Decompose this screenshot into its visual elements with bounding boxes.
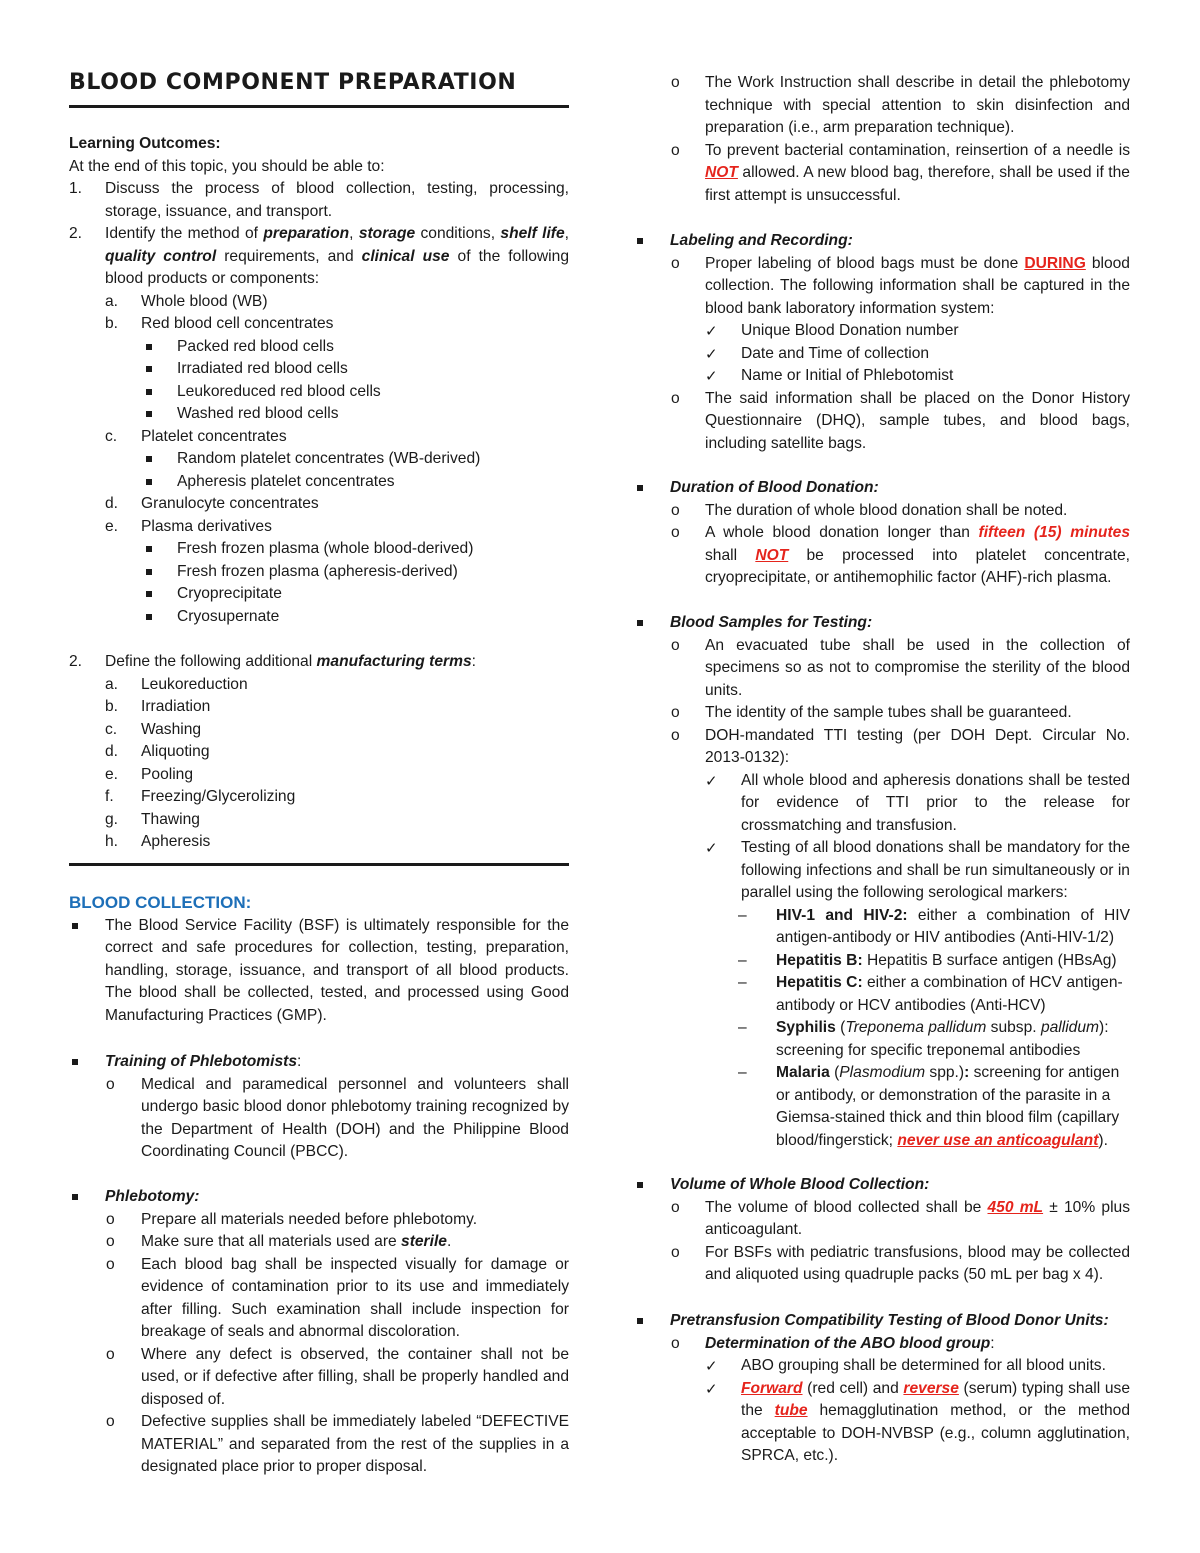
square-bullet-icon <box>72 1059 78 1065</box>
text-span: The identity of the sample tubes shall be guaranteed. <box>705 704 1072 721</box>
text-span: o <box>671 704 680 721</box>
text-span: Washing <box>141 720 202 738</box>
text-span: The volume of blood collected shall be <box>705 1198 988 1216</box>
text-span: Syphilis <box>776 1019 836 1036</box>
volume-heading <box>634 1174 1130 1197</box>
text-span: shall <box>705 546 756 564</box>
text-span: o <box>106 1255 115 1273</box>
text-span: f. <box>105 788 114 805</box>
product-item <box>69 426 569 449</box>
text-span: Date and Time of collection <box>741 344 930 362</box>
term-item <box>69 786 569 809</box>
text-span: : <box>964 1064 970 1081</box>
text-span: reverse <box>903 1379 959 1397</box>
samples-heading <box>634 612 1130 635</box>
text-span: allowed. A new blood bag, therefore, shall be used if the first attempt is unsuccessful. <box>705 164 1130 204</box>
text-span: o <box>106 1210 115 1228</box>
text-span: Irradiation <box>141 698 211 715</box>
checkmark-icon: ✓ <box>705 1379 718 1398</box>
text-span: Phlebotomy: <box>105 1188 200 1205</box>
duration-heading <box>634 477 1130 500</box>
text-span: : <box>471 653 476 670</box>
text-span: Leukoreduced red blood cells <box>177 382 381 400</box>
text-span: (red cell) and <box>802 1379 904 1397</box>
text-span: ( <box>835 1019 846 1036</box>
square-bullet-icon <box>146 479 152 485</box>
outcome-item-3 <box>69 651 569 674</box>
learning-heading: Learning Outcomes: <box>69 135 221 152</box>
text-span: tube <box>774 1402 808 1419</box>
outcome-number: 1. <box>69 180 83 197</box>
text-span: Where any defect is observed, the container shall not be used, or if defective after filling, shall be properly handled and disposed of. <box>141 1345 569 1408</box>
check-item <box>634 1355 1130 1378</box>
text-span: Determination of the ABO blood group <box>705 1334 991 1352</box>
text-span: : <box>297 1053 302 1070</box>
list-item <box>69 1254 569 1344</box>
text-span: Packed red blood cells <box>177 337 334 355</box>
term-item <box>69 696 569 719</box>
text-span: Thawing <box>141 810 200 828</box>
sub-item <box>69 381 569 404</box>
text-span: conditions, <box>415 225 501 242</box>
square-bullet-icon <box>637 1318 643 1324</box>
sub-item <box>69 336 569 359</box>
text-span: Hepatitis C: <box>776 974 863 991</box>
text-span: Proper labeling of blood bags must be done <box>705 254 1025 272</box>
text-span: ): screening for specific treponemal antibodies <box>776 1019 1109 1059</box>
text-span: ( <box>829 1064 840 1081</box>
text-span: hemagglutination method, or the method acceptable to DOH-NVBSP (e.g., column agglutination, SPRCA, etc.). <box>741 1402 1130 1464</box>
checkmark-icon: ✓ <box>705 839 718 857</box>
list-item <box>634 500 1130 523</box>
text-span: o <box>671 636 680 654</box>
text-span: o <box>671 1334 680 1352</box>
text-span: screening for antigen or antibody, or demonstration of the parasite in a Giemsa-stained thick and thin blood film (capillary blood/fingerstick; <box>776 1064 1120 1149</box>
text-span: h. <box>105 833 119 850</box>
text-span: NOT <box>705 164 738 181</box>
text-span: The Blood Service Facility (BSF) is ultimately responsible for the correct and safe procedures for collection, testing, preparation, handling, storage, issuance, and transport of all blood products. The blood shall be collected, tested, and processed using Good Manufacturing Practices (GMP). <box>105 916 569 1024</box>
manufacturing-terms <box>69 651 569 854</box>
text-span: Training of Phlebotomists <box>105 1053 298 1070</box>
list-item <box>69 1231 569 1254</box>
text-span: Identify the method of <box>105 225 264 242</box>
text-span: An evacuated tube shall be used in the collection of specimens so as not to compromise the sterility of the blood units. <box>705 636 1130 699</box>
square-bullet-icon <box>72 1194 78 1200</box>
outcome-item-2 <box>69 223 569 291</box>
text-span: shelf life <box>500 225 565 242</box>
phlebotomy-section <box>69 1186 569 1479</box>
text-span: o <box>671 141 680 159</box>
text-span: The Work Instruction shall describe in detail the phlebotomy technique with special attention to skin disinfection and preparation (i.e., arm preparation technique). <box>705 74 1130 136</box>
square-bullet-icon <box>146 546 152 552</box>
text-span: Cryoprecipitate <box>177 585 282 602</box>
term-item <box>69 741 569 764</box>
text-span: For BSFs with pediatric transfusions, blood may be collected and aliquoted using quadruple packs (50 mL per bag x 4). <box>705 1243 1130 1283</box>
text-span: g. <box>105 810 119 828</box>
text-span: Malaria <box>776 1064 830 1081</box>
text-span: Apheresis platelet concentrates <box>177 472 395 490</box>
list-item <box>634 702 1130 725</box>
text-span: b. <box>105 698 119 715</box>
text-span: All whole blood and apheresis donations shall be tested for evidence of TTI prior to the release for crossmatching and transfusion. <box>741 771 1130 834</box>
text-span: Blood Samples for Testing: <box>670 614 873 631</box>
text-span: c. <box>105 427 118 445</box>
text-span: o <box>106 1233 115 1250</box>
text-span: The duration of whole blood donation shall be noted. <box>705 501 1068 519</box>
text-span: Platelet concentrates <box>141 427 287 445</box>
text-span: fifteen (15) minutes <box>978 524 1130 541</box>
sub-item <box>69 471 569 494</box>
text-span: quality control <box>105 247 217 265</box>
checkmark-icon: ✓ <box>705 367 718 385</box>
text-span: e. <box>105 765 119 783</box>
text-span: Fresh frozen plasma (whole blood-derived) <box>177 540 474 557</box>
text-span: d. <box>105 495 119 512</box>
outcome-text: Discuss the process of blood collection, testing, processing, storage, issuance, and transport. <box>105 180 569 220</box>
page-title: BLOOD COMPONENT PREPARATION <box>69 70 517 95</box>
text-span: o <box>671 389 680 407</box>
text-span: Testing of all blood donations shall be mandatory for the following infections and shall be run simultaneously or in parallel using the following serological markers: <box>741 839 1130 901</box>
text-span: Leukoreduction <box>141 675 248 693</box>
square-bullet-icon <box>146 569 152 575</box>
text-span: Name or Initial of Phlebotomist <box>741 367 954 384</box>
text-span: DURING <box>1024 254 1086 272</box>
text-span: ). <box>1098 1131 1108 1149</box>
text-span: – <box>738 951 747 969</box>
duration-section <box>634 477 1130 590</box>
list-item <box>69 1209 569 1232</box>
marker-item <box>634 950 1130 973</box>
text-span: – <box>738 1064 747 1081</box>
phlebotomy-continued <box>634 72 1130 207</box>
square-bullet-icon <box>637 238 643 244</box>
text-span: d. <box>105 743 119 760</box>
sub-item <box>69 583 569 606</box>
text-span: either a combination of HIV antigen-antibody or HIV antibodies (Anti-HIV-1/2) <box>776 906 1130 946</box>
text-span: a. <box>105 675 119 693</box>
check-item <box>634 1378 1130 1468</box>
text-span: Random platelet concentrates (WB-derived) <box>177 450 481 467</box>
text-span: o <box>671 501 680 519</box>
checkmark-icon: ✓ <box>705 344 718 363</box>
text-span: Unique Blood Donation number <box>741 322 959 339</box>
checkmark-icon: ✓ <box>705 1357 718 1375</box>
square-bullet-icon <box>637 1182 643 1188</box>
text-span: DOH-mandated TTI testing (per DOH Dept. Circular No. 2013-0132): <box>705 726 1130 766</box>
text-span: – <box>738 906 747 924</box>
pretransfusion-heading <box>634 1310 1130 1333</box>
text-span: pallidum <box>1040 1019 1100 1036</box>
volume-section <box>634 1174 1130 1287</box>
text-span: Plasmodium <box>839 1064 926 1081</box>
training-section <box>69 1051 569 1164</box>
text-span: Make sure that all materials used are <box>141 1233 402 1250</box>
title-rule <box>69 105 569 108</box>
text-span: (serum) typing shall use the <box>741 1379 1130 1419</box>
text-span: o <box>106 1075 115 1093</box>
list-item <box>634 635 1130 703</box>
pretransfusion-section <box>634 1310 1130 1468</box>
text-span: ABO grouping shall be determined for all blood units. <box>741 1357 1106 1374</box>
text-span: either a combination of HCV antigen-antibody or HCV antibodies (Anti-HCV) <box>776 974 1123 1014</box>
text-span: : <box>990 1334 995 1352</box>
text-span: c. <box>105 720 118 738</box>
text-span: 450 mL <box>987 1198 1044 1216</box>
text-span: Pretransfusion Compatibility Testing of Blood Donor Units: <box>670 1312 1109 1329</box>
blood-collection-section <box>69 892 569 1027</box>
square-bullet-icon <box>146 389 152 395</box>
square-bullet-icon <box>146 591 152 597</box>
text-span: subsp. <box>986 1019 1041 1036</box>
text-span: Whole blood (WB) <box>141 292 268 310</box>
check-item <box>634 343 1130 366</box>
text-span: . <box>446 1233 452 1250</box>
list-item <box>634 72 1130 140</box>
square-bullet-icon <box>146 456 152 462</box>
text-span: Medical and paramedical personnel and volunteers shall undergo basic blood donor phlebotomy training recognized by the Department of Health (DOH) and the Philippine Blood Coordinating Council (PBCC). <box>141 1075 569 1160</box>
product-item <box>69 516 569 539</box>
text-span: o <box>671 524 680 541</box>
marker-item <box>634 972 1130 1017</box>
list-item <box>634 1197 1130 1242</box>
term-item <box>69 831 569 854</box>
samples-section <box>634 612 1130 1152</box>
text-span: A whole blood donation longer than <box>705 524 979 541</box>
text-span: Freezing/Glycerolizing <box>141 788 296 805</box>
phlebotomy-heading <box>69 1186 569 1209</box>
labeling-heading <box>634 230 1130 253</box>
text-span: Hepatitis B: <box>776 951 863 969</box>
text-span: a. <box>105 292 119 310</box>
text-span: HIV-1 and HIV-2: <box>776 906 908 924</box>
text-span: Volume of Whole Blood Collection: <box>670 1176 930 1193</box>
list-item <box>634 253 1130 321</box>
text-span: Irradiated red blood cells <box>177 360 348 377</box>
text-span: preparation <box>263 225 350 242</box>
list-item <box>634 1333 1130 1356</box>
text-span: Aliquoting <box>141 743 210 760</box>
product-item <box>69 313 569 336</box>
product-item <box>69 493 569 516</box>
text-span: The said information shall be placed on the Donor History Questionnaire (DHQ), sample tubes, and blood bags, including satellite bags. <box>705 389 1130 452</box>
term-item <box>69 719 569 742</box>
text-span: ± 10% plus anticoagulant. <box>705 1198 1130 1238</box>
sub-item <box>69 448 569 471</box>
text-span: Treponema pallidum <box>845 1019 987 1036</box>
text-span: e. <box>105 517 119 535</box>
text-span: be processed into platelet concentrate, cryoprecipitate, or antihemophilic factor (AHF)-rich plasma. <box>705 546 1131 586</box>
product-item <box>69 291 569 314</box>
text-span: Labeling and Recording: <box>670 232 853 249</box>
checkmark-icon: ✓ <box>705 771 718 790</box>
square-bullet-icon <box>146 614 152 620</box>
check-item <box>634 320 1130 343</box>
term-item <box>69 764 569 787</box>
text-span: Granulocyte concentrates <box>141 495 319 512</box>
square-bullet-icon <box>146 411 152 417</box>
sub-item <box>69 606 569 629</box>
list-item <box>634 522 1130 590</box>
list-item <box>69 1074 569 1164</box>
text-span: sterile <box>401 1233 447 1250</box>
text-span: Plasma derivatives <box>141 517 272 535</box>
text-span: Prepare all materials needed before phlebotomy. <box>141 1210 478 1228</box>
training-heading <box>69 1051 569 1074</box>
text-span: Define the following additional <box>105 653 317 670</box>
learning-intro: At the end of this topic, you should be able to: <box>69 157 385 175</box>
text-span: NOT <box>755 546 789 564</box>
text-span: Fresh frozen plasma (apheresis-derived) <box>177 562 458 580</box>
text-span: requirements, and <box>216 247 362 265</box>
list-item <box>634 1242 1130 1287</box>
text-span: manufacturing terms <box>316 653 472 670</box>
text-span: , <box>349 225 359 242</box>
term-item <box>69 809 569 832</box>
text-span: Forward <box>741 1379 803 1397</box>
text-span: Defective supplies shall be immediately labeled “DEFECTIVE MATERIAL” and separated from the rest of the supplies in a designated place prior to proper disposal. <box>141 1413 569 1475</box>
text-span: never use an anticoagulant <box>897 1131 1099 1149</box>
outcome-number: 2. <box>69 225 83 242</box>
text-span: storage <box>358 225 416 242</box>
check-item <box>634 365 1130 388</box>
marker-item <box>634 1017 1130 1062</box>
check-item <box>634 837 1130 905</box>
text-span: o <box>671 1198 680 1216</box>
list-item <box>634 725 1130 770</box>
square-bullet-icon <box>637 485 643 491</box>
text-span: Washed red blood cells <box>177 405 339 422</box>
check-item <box>634 770 1130 838</box>
bsf-paragraph <box>69 915 569 1028</box>
text-span: Pooling <box>141 765 194 783</box>
outcome-item-1 <box>69 178 569 223</box>
outcome-text <box>105 223 569 291</box>
text-span: To prevent bacterial contamination, reinsertion of a needle is <box>705 141 1130 159</box>
text-span: spp.) <box>925 1064 965 1081</box>
text-span: clinical use <box>361 247 450 265</box>
sub-item <box>69 358 569 381</box>
labeling-section <box>634 230 1130 455</box>
marker-item <box>634 1062 1130 1152</box>
text-span: o <box>671 254 680 272</box>
list-item <box>634 140 1130 208</box>
marker-item <box>634 905 1130 950</box>
section-rule <box>69 863 569 866</box>
text-span: Apheresis <box>141 833 211 850</box>
text-span: Hepatitis B surface antigen (HBsAg) <box>862 951 1117 969</box>
text-span: – <box>738 974 747 991</box>
text-span: Red blood cell concentrates <box>141 315 334 332</box>
sub-item <box>69 403 569 426</box>
text-span: o <box>671 74 680 91</box>
section-heading: BLOOD COLLECTION: <box>69 893 252 912</box>
sub-item <box>69 538 569 561</box>
text-span: o <box>671 726 680 744</box>
text-span: – <box>738 1019 747 1036</box>
text-span: Duration of Blood Donation: <box>670 479 879 496</box>
text-span: o <box>106 1345 115 1363</box>
term-item <box>69 674 569 697</box>
square-bullet-icon <box>637 620 643 626</box>
checkmark-icon: ✓ <box>705 322 718 340</box>
text-span: o <box>671 1243 680 1261</box>
learning-outcomes <box>69 133 569 628</box>
text-span: Each blood bag shall be inspected visually for damage or evidence of contamination prior to its use and immediately after filling. Such examination shall include inspection for breakage of seals and abnormal discoloration. <box>141 1255 569 1340</box>
square-bullet-icon <box>72 923 78 929</box>
list-item <box>69 1344 569 1412</box>
square-bullet-icon <box>146 344 152 350</box>
text-span: 2. <box>69 653 83 670</box>
text-span: b. <box>105 315 119 332</box>
sub-item <box>69 561 569 584</box>
text-span: , <box>564 225 570 242</box>
text-span: of the following blood products or components: <box>105 247 569 287</box>
text-span: blood collection. The following information shall be captured in the blood bank laboratory information system: <box>705 254 1130 317</box>
list-item <box>634 388 1130 456</box>
text-span: o <box>106 1413 115 1430</box>
list-item <box>69 1411 569 1479</box>
square-bullet-icon <box>146 366 152 372</box>
text-span: Cryosupernate <box>177 607 280 625</box>
